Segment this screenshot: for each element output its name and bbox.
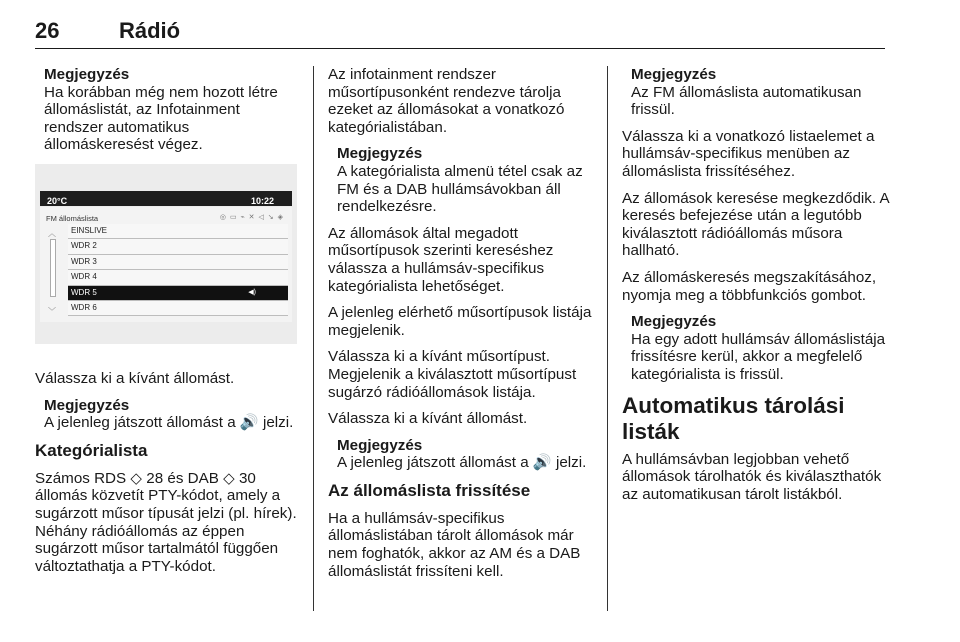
section-heading: Az állomáslista frissítése xyxy=(328,480,531,500)
screen-time: 10:22 xyxy=(250,195,274,206)
note xyxy=(622,313,892,383)
note-title: Megjegyzés xyxy=(44,396,130,414)
screen-temperature: 20°C xyxy=(47,195,68,206)
note-text: A jelenleg játszott állomást a 🔊 jelzi. xyxy=(44,414,294,432)
scrollbar xyxy=(50,239,56,297)
speaker-icon: ◀) xyxy=(248,288,256,296)
station-item: EINSLIVE xyxy=(68,224,288,239)
column-3 xyxy=(622,66,892,512)
note-text: Ha korábban még nem hozott létre állomáslistát, az Infotainment rendszer automatikus állomáskeresést végez. xyxy=(44,83,278,154)
note xyxy=(35,66,301,154)
station-item: WDR 2 xyxy=(68,239,288,254)
paragraph: Válassza ki a kívánt állomást. xyxy=(328,410,528,428)
note-title: Megjegyzés xyxy=(337,145,423,163)
column-2 xyxy=(328,66,598,589)
note-text: A kategórialista almenü tétel csak az FM és a DAB hullámsávokban áll rendelkezésre. xyxy=(337,162,583,216)
screen-list-title: FM állomáslista xyxy=(46,213,99,223)
screen-panel xyxy=(40,207,292,322)
note xyxy=(328,145,598,215)
page-header xyxy=(35,18,885,49)
paragraph: Az állomások keresése megkezdődik. A keresés befejezése után a legutóbb kiválasztott rádióállomás műsora hallható. xyxy=(622,189,889,260)
paragraph: Ha a hullámsáv-specifikus állomáslistában tárolt állomások már nem foghatók, akkor az AM és a DAB állomáslistát frissíteni kell. xyxy=(328,509,581,580)
note xyxy=(328,437,598,472)
paragraph: A hullámsávban legjobban vehető állomások tárolhatók és kiválaszthatók az automatikusan tárolt listákból. xyxy=(622,450,882,503)
paragraph: Válassza ki a kívánt műsortípust. Megjelenik a kiválasztott műsortípust sugárzó rádióállomások listája. xyxy=(328,348,577,401)
paragraph: Válassza ki a vonatkozó listaelemet a hullámsáv-specifikus menüben az állomáslista frissítéséhez. xyxy=(622,127,875,180)
section-heading-large: Automatikus tárolási listák xyxy=(622,392,845,444)
note-title: Megjegyzés xyxy=(631,66,717,83)
paragraph: Az infotainment rendszer műsortípusonként rendezve tárolja ezeket az állomásokat a vonatkozó kategórialistában. xyxy=(328,66,565,136)
note-text: Ha egy adott hullámsáv állomáslistája frissítésre kerül, akkor a megfelelő kategórialista is frissül. xyxy=(631,330,886,383)
paragraph: Válassza ki a kívánt állomást. xyxy=(35,369,235,387)
note xyxy=(35,397,301,432)
note-title: Megjegyzés xyxy=(337,436,423,454)
column-divider-1 xyxy=(313,66,314,611)
station-item: WDR 4 xyxy=(68,270,288,285)
note-title: Megjegyzés xyxy=(44,66,130,83)
radio-screen-image xyxy=(35,164,297,344)
station-list xyxy=(68,224,288,316)
paragraph: Az állomások által megadott műsortípusok szerinti kereséshez válassza a hullámsáv-specifikus kategórialista lehetőséget. xyxy=(328,224,554,295)
note-title: Megjegyzés xyxy=(631,313,717,331)
station-item: WDR 6 xyxy=(68,301,288,316)
chapter-title: Rádió xyxy=(119,18,181,43)
station-item-selected: WDR 5 ◀) xyxy=(68,286,288,301)
section-heading: Kategórialista xyxy=(35,440,148,460)
paragraph: Az állomáskeresés megszakításához, nyomja meg a többfunkciós gombot. xyxy=(622,268,877,304)
note-text: A jelenleg játszott állomást a 🔊 jelzi. xyxy=(337,454,587,472)
chevron-down-icon: ﹀ xyxy=(48,306,56,316)
note xyxy=(622,66,892,119)
page-number: 26 xyxy=(35,18,60,43)
chevron-up-icon: ︿ xyxy=(48,228,56,238)
note-text: Az FM állomáslista automatikusan frissül. xyxy=(631,83,862,119)
column-divider-2 xyxy=(607,66,608,611)
screen-status-bar xyxy=(40,191,292,206)
paragraph: Számos RDS ◇ 28 és DAB ◇ 30 állomás közvetít PTY-kódot, amely a sugárzott műsor típusát jelzi (pl. hírek). Néhány rádióállomás az éppen sugárzott műsor tartalmától függően változtathatja a PTY-kódot. xyxy=(35,469,297,575)
column-1 xyxy=(35,66,301,584)
status-icons: ◎ ▭ ⌁ ✕ ◁ ↘ ◈ xyxy=(219,213,284,221)
station-item: WDR 3 xyxy=(68,255,288,270)
paragraph: A jelenleg elérhető műsortípusok listája megjelenik. xyxy=(328,304,592,339)
